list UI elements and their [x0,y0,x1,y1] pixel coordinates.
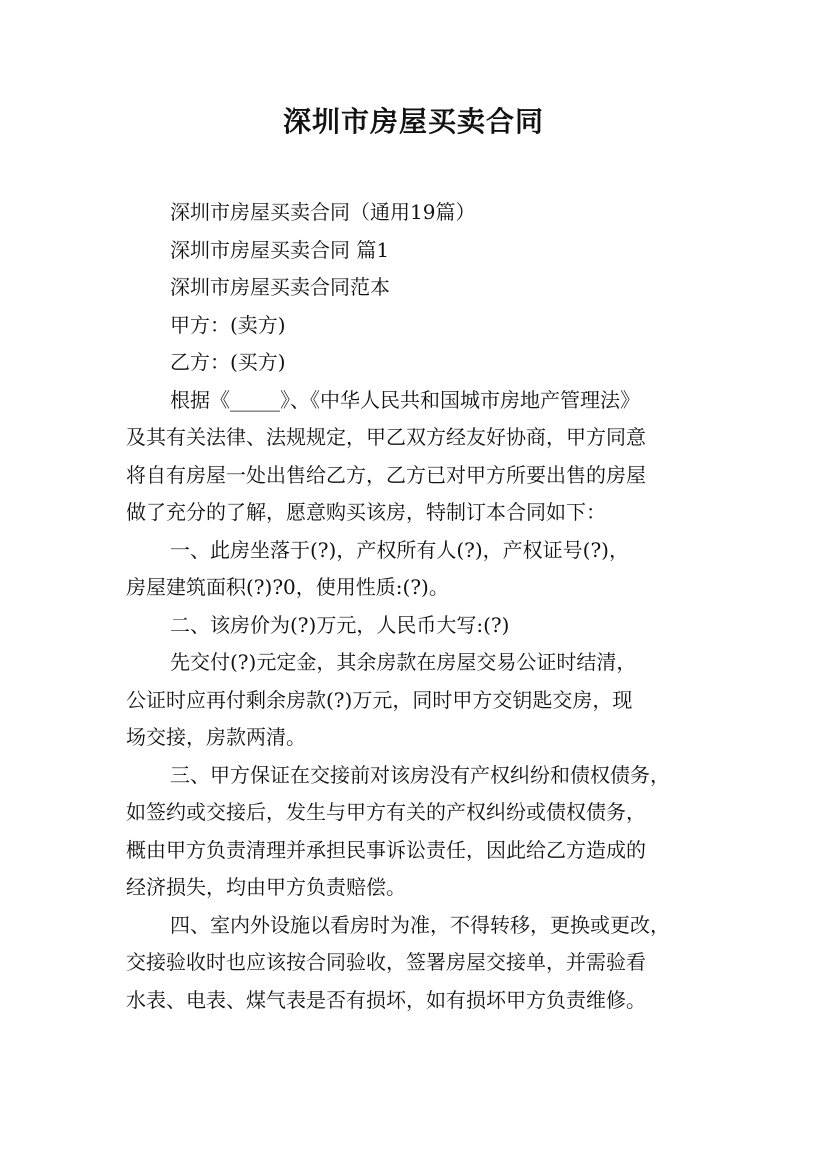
clause-line: 一、此房坐落于(?)，产权所有人(?)，产权证号(?)， [170,537,629,562]
paragraph-line: 及其有关法律、法规规定，甲乙双方经友好协商，甲方同意 [126,425,646,449]
clause-line: 水表、电表、煤气表是否有损坏，如有损坏甲方负责维修。 [126,987,646,1012]
paragraph-line: 公证时应再付剩余房款(?)万元，同时甲方交钥匙交房，现 [126,687,633,712]
party-b-line: 乙方：(买方) [170,350,286,374]
subtitle-line: 深圳市房屋买卖合同（通用19篇） [170,200,476,224]
document-title: 深圳市房屋买卖合同 [282,105,544,138]
paragraph-line: 根据《_____》、《中华人民共和国城市房地产管理法》 [170,387,640,412]
clause-line: 交接验收时也应该按合同验收，签署房屋交接单，并需验看 [126,950,646,974]
section-heading: 深圳市房屋买卖合同 篇1 [170,237,390,262]
document-body [126,194,711,1019]
clause-line: 二、该房价为(?)万元，人民币大写:(?) [170,612,510,637]
paragraph-line: 做了充分的了解，愿意购买该房，特制订本合同如下： [126,500,606,524]
paragraph-line: 场交接，房款两清。 [126,725,306,749]
template-heading: 深圳市房屋买卖合同范本 [170,275,390,299]
clause-line: 房屋建筑面积(?)?0，使用性质:(?)。 [126,575,449,599]
clause-line: 三、甲方保证在交接前对该房没有产权纠纷和债权债务， [170,762,670,787]
paragraph-line: 将自有房屋一处出售给乙方，乙方已对甲方所要出售的房屋 [126,462,646,487]
clause-line: 四、室内外设施以看房时为准，不得转移，更换或更改， [170,912,670,937]
clause-line: 经济损失，均由甲方负责赔偿。 [126,875,406,899]
party-a-line: 甲方：(卖方) [170,312,286,337]
clause-line: 如签约或交接后，发生与甲方有关的产权纠纷或债权债务， [126,800,646,824]
paragraph-line: 先交付(?)元定金，其余房款在房屋交易公证时结清， [170,650,637,674]
clause-line: 概由甲方负责清理并承担民事诉讼责任，因此给乙方造成的 [126,837,646,862]
